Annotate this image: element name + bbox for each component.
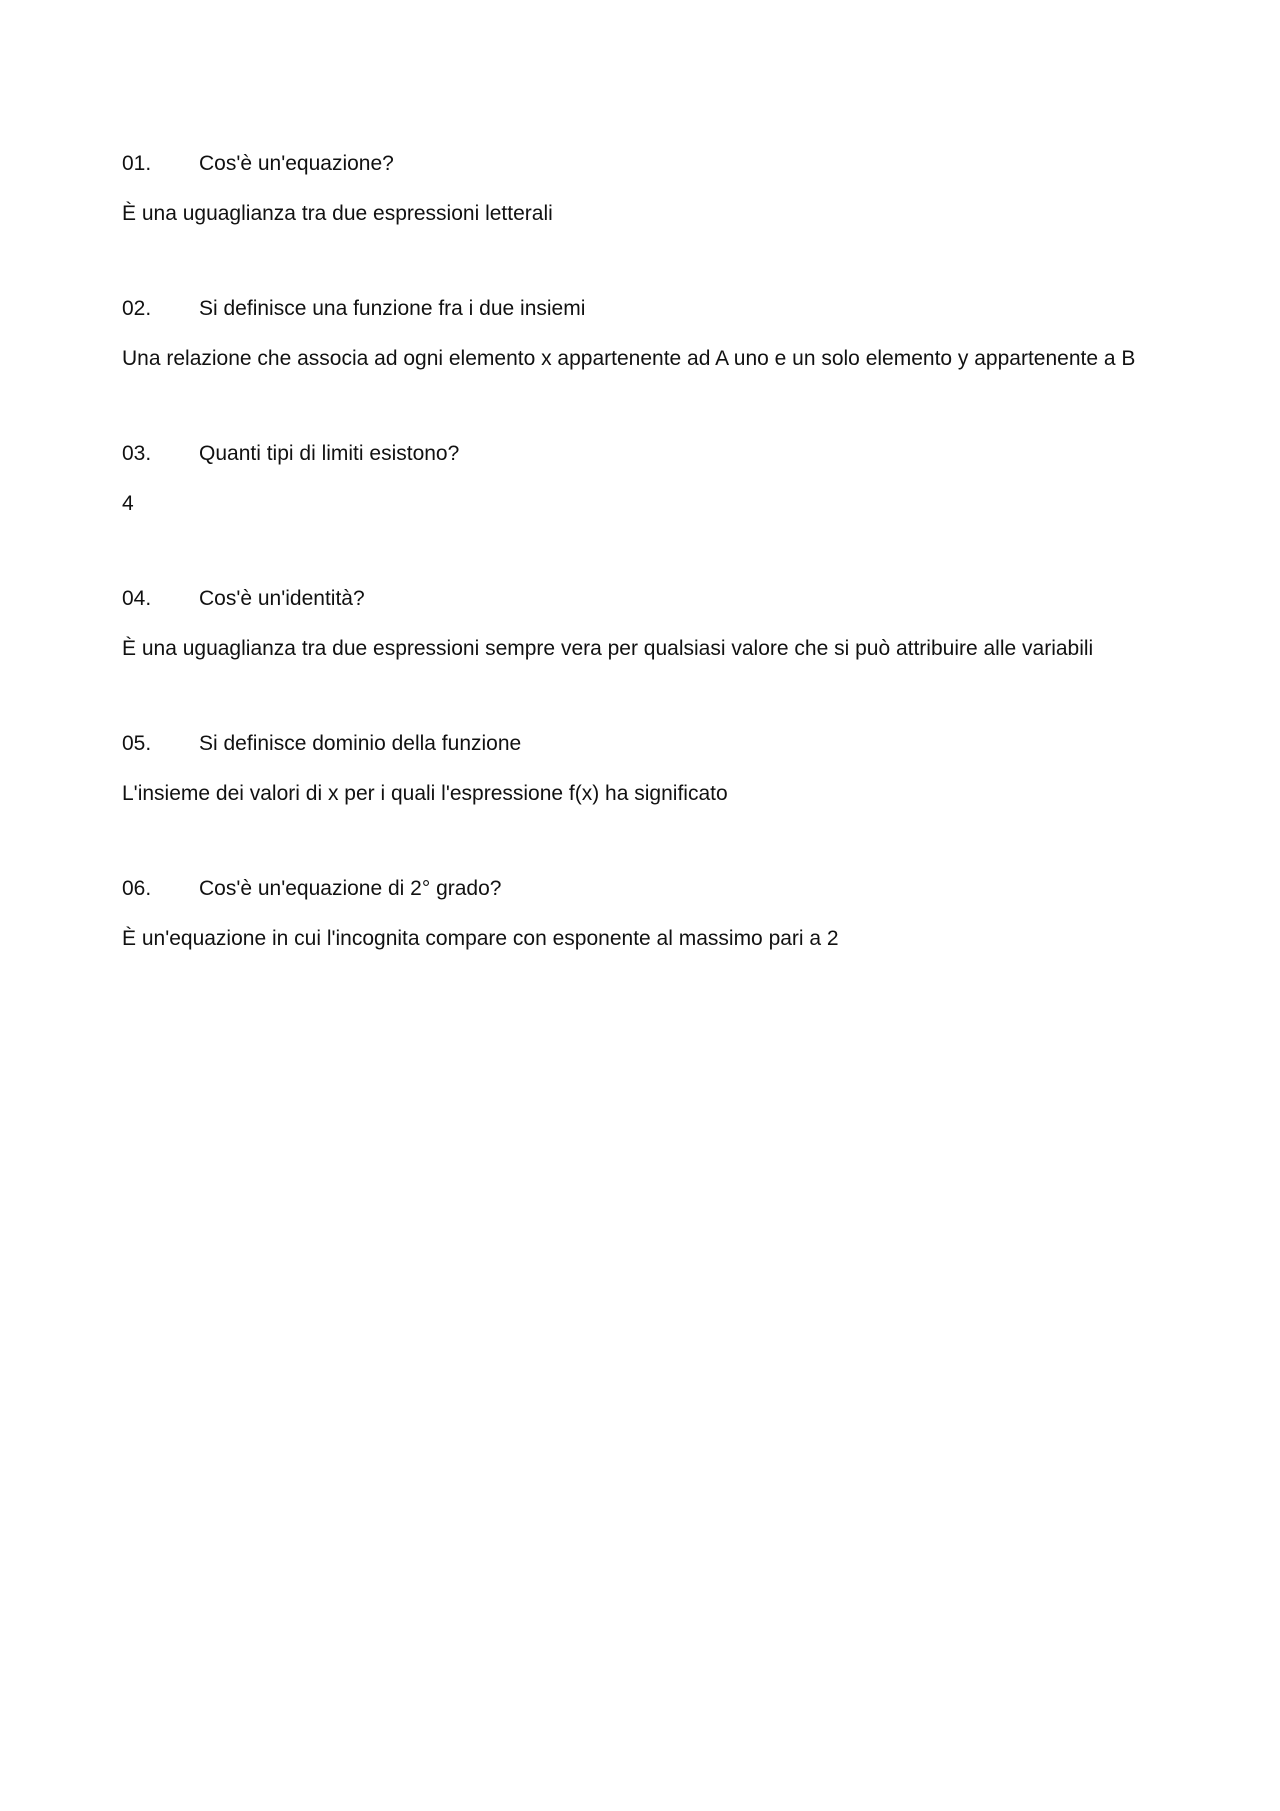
question-text: Si definisce una funzione fra i due insiemi — [199, 297, 586, 320]
question-number: 04. — [122, 587, 152, 610]
question-number: 05. — [122, 732, 152, 755]
spacer — [122, 664, 1162, 730]
answer-text: È una uguaglianza tra due espressioni sempre vera per qualsiasi valore che si può attribuire alle variabili — [122, 637, 1094, 660]
spacer — [122, 809, 1162, 875]
question-text: Cos'è un'equazione di 2° grado? — [199, 877, 502, 900]
qa-item-01 — [122, 150, 1162, 229]
question-text: Quanti tipi di limiti esistono? — [199, 442, 460, 465]
qa-item-02 — [122, 295, 1162, 374]
question-row — [122, 440, 1162, 468]
spacer — [122, 519, 1162, 585]
question-answer-list — [122, 150, 1162, 954]
answer-text: 4 — [122, 492, 134, 515]
answer-text: È una uguaglianza tra due espressioni letterali — [122, 202, 553, 225]
qa-item-05 — [122, 730, 1162, 809]
question-row — [122, 295, 1162, 323]
question-number: 06. — [122, 877, 152, 900]
question-text: Cos'è un'equazione? — [199, 152, 394, 175]
answer-text: È un'equazione in cui l'incognita compare con esponente al massimo pari a 2 — [122, 927, 839, 950]
qa-item-04 — [122, 585, 1162, 664]
question-row — [122, 730, 1162, 758]
question-row — [122, 585, 1162, 613]
qa-item-06 — [122, 875, 1162, 954]
question-text: Cos'è un'identità? — [199, 587, 365, 610]
answer-text: L'insieme dei valori di x per i quali l'espressione f(x) ha significato — [122, 782, 728, 805]
spacer — [122, 229, 1162, 295]
answer-text: Una relazione che associa ad ogni elemento x appartenente ad A uno e un solo elemento y appartenente a B — [122, 347, 1136, 370]
question-text: Si definisce dominio della funzione — [199, 732, 522, 755]
question-row — [122, 150, 1162, 178]
question-number: 01. — [122, 152, 152, 175]
question-number: 02. — [122, 297, 152, 320]
qa-item-03 — [122, 440, 1162, 519]
question-number: 03. — [122, 442, 152, 465]
question-row — [122, 875, 1162, 903]
spacer — [122, 374, 1162, 440]
